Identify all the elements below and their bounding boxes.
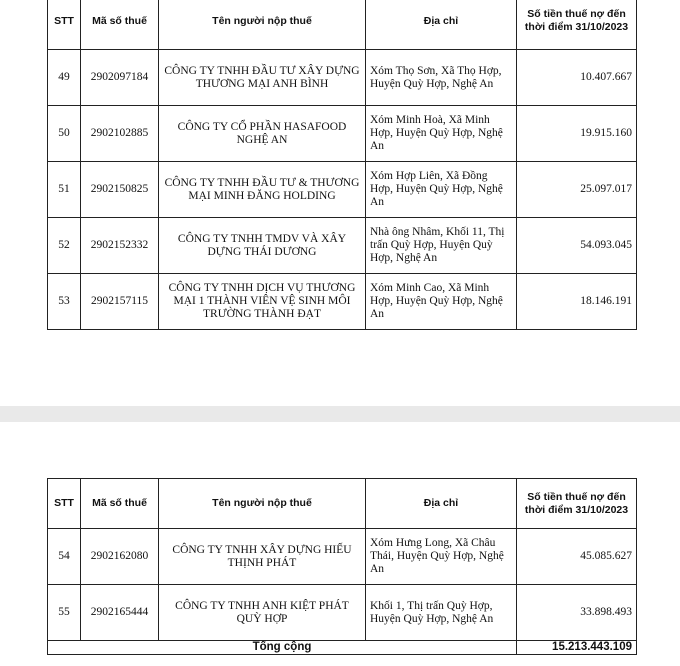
tax-debt-table-page-1 <box>47 0 637 330</box>
row-amount: 25.097.017 <box>517 162 637 218</box>
table-row <box>48 274 637 330</box>
row-address: Xóm Minh Cao, Xã Minh Hợp, Huyện Quỳ Hợp, Nghệ An <box>366 274 517 330</box>
row-stt: 53 <box>48 274 81 330</box>
tax-debt-table-page-2 <box>47 478 637 655</box>
row-tax-code: 2902157115 <box>81 274 159 330</box>
row-tax-code: 2902165444 <box>81 585 159 641</box>
total-row <box>48 641 637 655</box>
header-amount: Số tiền thuế nợ đến thời điểm 31/10/2023 <box>517 0 637 50</box>
row-address: Xóm Minh Hoà, Xã Minh Hợp, Huyện Quỳ Hợp, Nghệ An <box>366 106 517 162</box>
table-row <box>48 50 637 106</box>
row-stt: 55 <box>48 585 81 641</box>
header-stt: STT <box>48 479 81 529</box>
row-stt: 49 <box>48 50 81 106</box>
row-amount: 54.093.045 <box>517 218 637 274</box>
row-address: Nhà ông Nhâm, Khối 11, Thị trấn Quỳ Hợp, Huyện Quỳ Hợp, Nghệ An <box>366 218 517 274</box>
row-address: Xóm Hưng Long, Xã Châu Thái, Huyện Quỳ Hợp, Nghệ An <box>366 529 517 585</box>
row-taxpayer: CÔNG TY TNHH TMDV VÀ XÂY DỰNG THÁI DƯƠNG <box>159 218 366 274</box>
row-taxpayer: CÔNG TY TNHH ĐẦU TƯ XÂY DỰNG THƯƠNG MẠI ANH BÌNH <box>159 50 366 106</box>
row-taxpayer: CÔNG TY TNHH XÂY DỰNG HIẾU THỊNH PHÁT <box>159 529 366 585</box>
table-row <box>48 162 637 218</box>
header-address: Địa chỉ <box>366 479 517 529</box>
row-amount: 10.407.667 <box>517 50 637 106</box>
header-address: Địa chỉ <box>366 0 517 50</box>
row-tax-code: 2902150825 <box>81 162 159 218</box>
row-amount: 19.915.160 <box>517 106 637 162</box>
table-row <box>48 529 637 585</box>
header-stt: STT <box>48 0 81 50</box>
total-amount: 15.213.443.109 <box>517 641 637 655</box>
row-tax-code: 2902162080 <box>81 529 159 585</box>
total-label: Tổng cộng <box>48 641 517 655</box>
row-stt: 50 <box>48 106 81 162</box>
header-tax-code: Mã số thuế <box>81 0 159 50</box>
row-tax-code: 2902152332 <box>81 218 159 274</box>
table-row <box>48 585 637 641</box>
row-amount: 45.085.627 <box>517 529 637 585</box>
header-tax-code: Mã số thuế <box>81 479 159 529</box>
row-stt: 52 <box>48 218 81 274</box>
row-taxpayer: CÔNG TY TNHH DỊCH VỤ THƯƠNG MẠI 1 THÀNH VIÊN VỆ SINH MÔI TRƯỜNG THÀNH ĐẠT <box>159 274 366 330</box>
row-taxpayer: CÔNG TY TNHH ĐẦU TƯ & THƯƠNG MẠI MINH ĐĂNG HOLDING <box>159 162 366 218</box>
header-amount: Số tiền thuế nợ đến thời điểm 31/10/2023 <box>517 479 637 529</box>
row-amount: 18.146.191 <box>517 274 637 330</box>
table-row <box>48 106 637 162</box>
row-stt: 54 <box>48 529 81 585</box>
row-address: Xóm Thọ Sơn, Xã Thọ Hợp, Huyện Quỳ Hợp, Nghệ An <box>366 50 517 106</box>
table-header-row <box>48 0 637 50</box>
row-amount: 33.898.493 <box>517 585 637 641</box>
document-page-2 <box>0 422 680 666</box>
table-header-row <box>48 479 637 529</box>
row-address: Khối 1, Thị trấn Quỳ Hợp, Huyện Quỳ Hợp, Nghệ An <box>366 585 517 641</box>
header-taxpayer: Tên người nộp thuế <box>159 0 366 50</box>
header-taxpayer: Tên người nộp thuế <box>159 479 366 529</box>
row-taxpayer: CÔNG TY TNHH ANH KIỆT PHÁT QUỲ HỢP <box>159 585 366 641</box>
row-address: Xóm Hợp Liên, Xã Đồng Hợp, Huyện Quỳ Hợp, Nghệ An <box>366 162 517 218</box>
row-tax-code: 2902102885 <box>81 106 159 162</box>
row-stt: 51 <box>48 162 81 218</box>
table-row <box>48 218 637 274</box>
row-taxpayer: CÔNG TY CỔ PHẦN HASAFOOD NGHỆ AN <box>159 106 366 162</box>
row-tax-code: 2902097184 <box>81 50 159 106</box>
